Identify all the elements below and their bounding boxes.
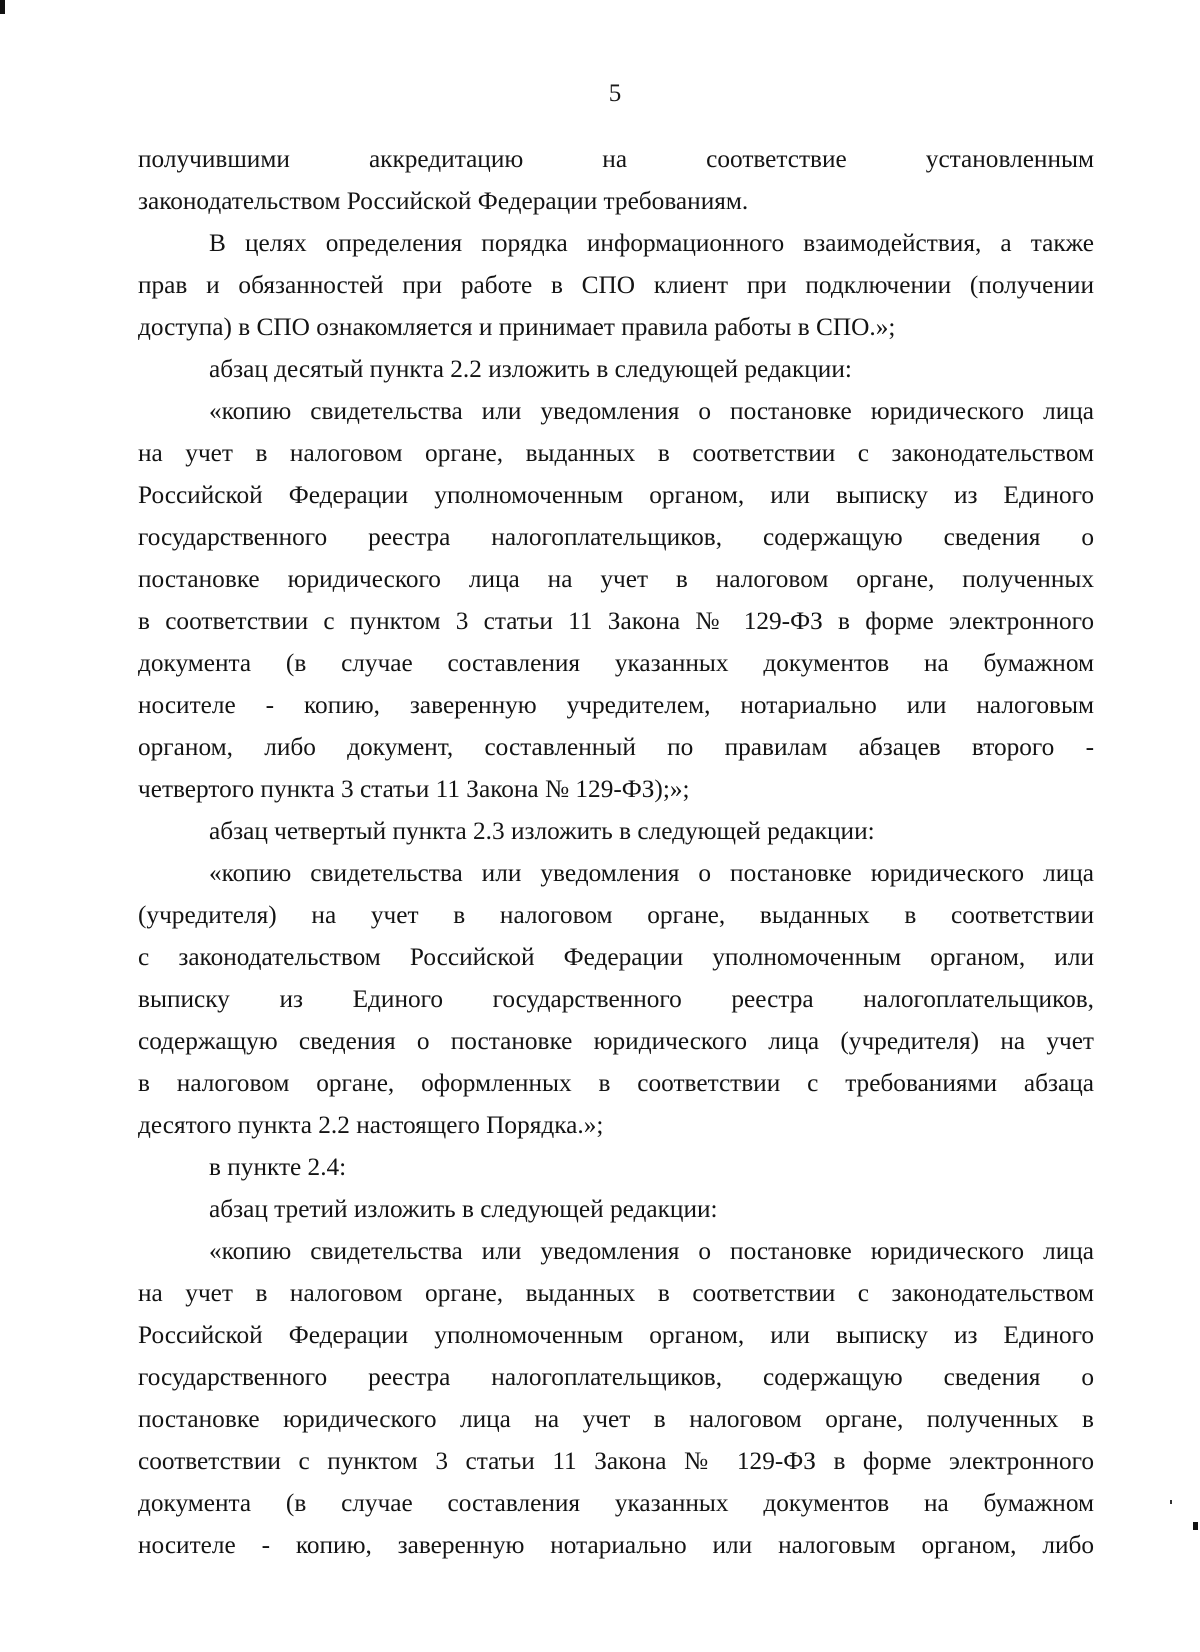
text-line: «копию свидетельства или уведомления о постановке юридического лица bbox=[209, 1237, 1094, 1265]
text-line: документа (в случае составления указанных документов на бумажном bbox=[138, 649, 1094, 677]
text-line: абзац третий изложить в следующей редакции: bbox=[209, 1195, 718, 1223]
text-line: В целях определения порядка информационного взаимодействия, а также bbox=[209, 229, 1094, 257]
text-line: на учет в налоговом органе, выданных в соответствии с законодательством bbox=[138, 439, 1094, 467]
text-line: десятого пункта 2.2 настоящего Порядка.»; bbox=[138, 1111, 604, 1139]
text-line: с законодательством Российской Федерации уполномоченным органом, или bbox=[138, 943, 1094, 971]
text-line: в соответствии с пунктом 3 статьи 11 Закона № 129-ФЗ в форме электронного bbox=[138, 607, 1094, 635]
text-line: получившими аккредитацию на соответствие установленным bbox=[138, 145, 1094, 173]
text-line: «копию свидетельства или уведомления о постановке юридического лица bbox=[209, 397, 1094, 425]
page-number: 5 bbox=[608, 80, 622, 107]
text-line: законодательством Российской Федерации требованиям. bbox=[138, 187, 749, 215]
text-line: носителе - копию, заверенную учредителем, нотариально или налоговым bbox=[138, 691, 1094, 719]
text-line: Российской Федерации уполномоченным органом, или выписку из Единого bbox=[138, 481, 1094, 509]
text-line: на учет в налоговом органе, выданных в соответствии с законодательством bbox=[138, 1279, 1094, 1307]
text-line: Российской Федерации уполномоченным органом, или выписку из Единого bbox=[138, 1321, 1094, 1349]
text-line: соответствии с пунктом 3 статьи 11 Закона № 129-ФЗ в форме электронного bbox=[138, 1447, 1094, 1475]
text-line: государственного реестра налогоплательщиков, содержащую сведения о bbox=[138, 523, 1094, 551]
text-line: доступа) в СПО ознакомляется и принимает правила работы в СПО.»; bbox=[138, 313, 896, 341]
text-line: документа (в случае составления указанных документов на бумажном bbox=[138, 1489, 1094, 1517]
text-line: в пункте 2.4: bbox=[209, 1153, 347, 1181]
text-line: «копию свидетельства или уведомления о постановке юридического лица bbox=[209, 859, 1094, 887]
scan-speck bbox=[1170, 1500, 1172, 1504]
text-line: в налоговом органе, оформленных в соответствии с требованиями абзаца bbox=[138, 1069, 1094, 1097]
scan-edge-mark bbox=[0, 0, 5, 14]
text-line: абзац десятый пункта 2.2 изложить в следующей редакции: bbox=[209, 355, 852, 383]
text-line: государственного реестра налогоплательщиков, содержащую сведения о bbox=[138, 1363, 1094, 1391]
document-body bbox=[138, 138, 1094, 1566]
text-line: содержащую сведения о постановке юридического лица (учредителя) на учет bbox=[138, 1027, 1094, 1055]
text-line: постановке юридического лица на учет в налоговом органе, полученных bbox=[138, 565, 1094, 593]
text-line: (учредителя) на учет в налоговом органе, выданных в соответствии bbox=[138, 901, 1094, 929]
text-line: выписку из Единого государственного реестра налогоплательщиков, bbox=[138, 985, 1094, 1013]
text-line: постановке юридического лица на учет в налоговом органе, полученных в bbox=[138, 1405, 1094, 1433]
text-line: органом, либо документ, составленный по правилам абзацев второго - bbox=[138, 733, 1094, 761]
text-line: носителе - копию, заверенную нотариально или налоговым органом, либо bbox=[138, 1531, 1094, 1559]
scan-edge-mark-right bbox=[1193, 1522, 1198, 1530]
text-line: абзац четвертый пункта 2.3 изложить в следующей редакции: bbox=[209, 817, 875, 845]
text-line: прав и обязанностей при работе в СПО клиент при подключении (получении bbox=[138, 271, 1094, 299]
text-line: четвертого пункта 3 статьи 11 Закона № 129-ФЗ);»; bbox=[138, 775, 690, 803]
